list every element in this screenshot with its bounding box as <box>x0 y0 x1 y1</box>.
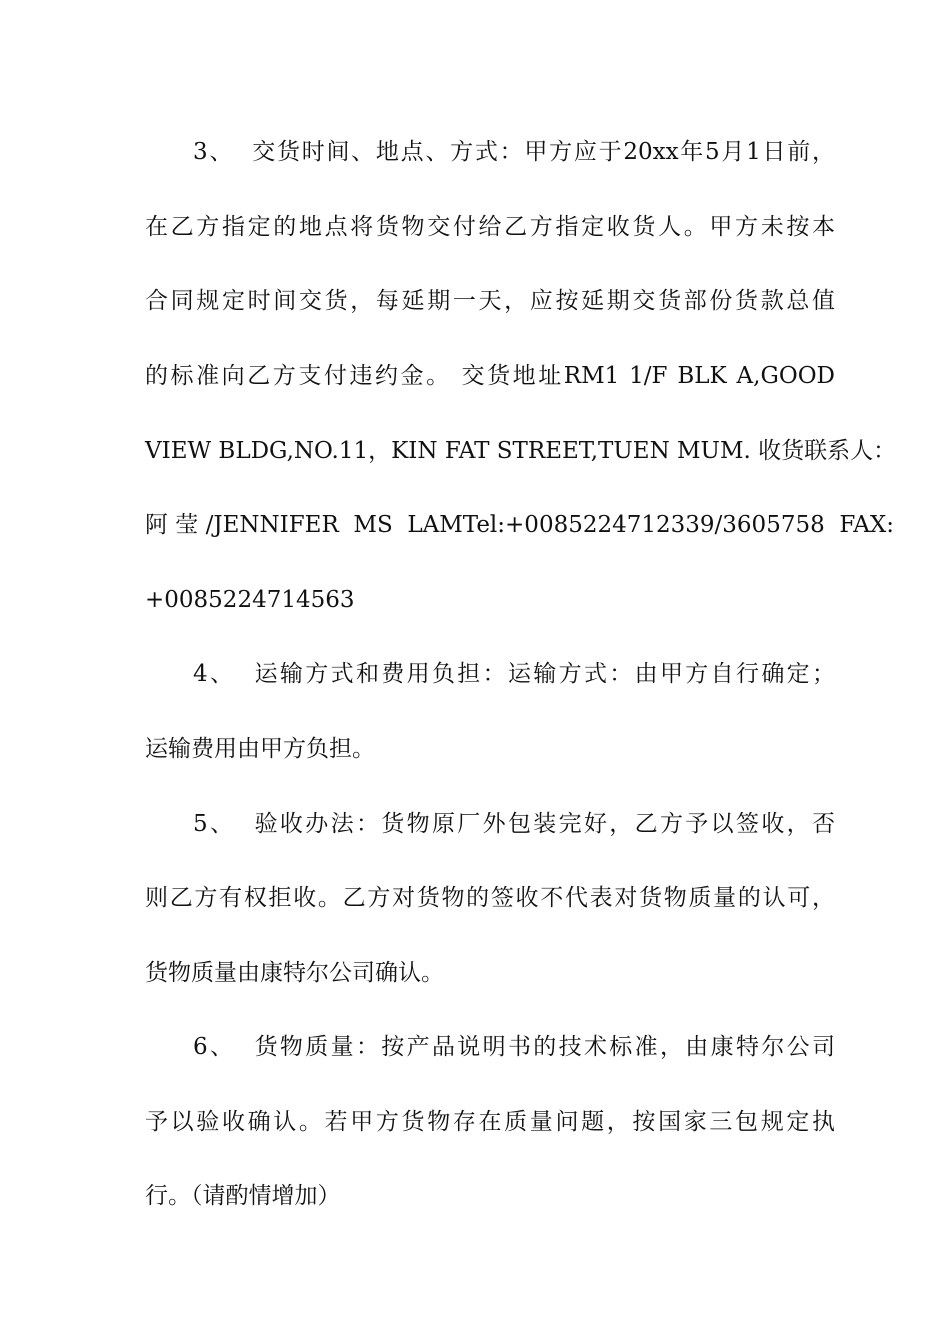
clause-3-line-2: 在乙方指定的地点将货物交付给乙方指定收货人。甲方未按本 <box>145 214 835 240</box>
clause-3-line-5: VIEW BLDG,NO.11，KIN FAT STREET,TUEN MUM. 收货联系人： <box>145 438 897 464</box>
clause-3-line-1: 3、 交货时间、地点、方式：甲方应于20xx年5月1日前， <box>193 139 835 165</box>
clause-6-line-3: 行。（请酌情增加） <box>145 1183 341 1209</box>
clause-6-line-1: 6、 货物质量：按产品说明书的技术标准，由康特尔公司 <box>193 1034 835 1060</box>
clause-3-line-6: 阿 莹 /JENNIFER MS LAMTel:+0085224712339/3605758 FAX: <box>145 512 895 538</box>
clause-4-line-1: 4、 运输方式和费用负担：运输方式：由甲方自行确定； <box>193 661 835 687</box>
clause-6-line-2: 予以验收确认。若甲方货物存在质量问题，按国家三包规定执 <box>145 1109 835 1135</box>
clause-3-line-3: 合同规定时间交货，每延期一天，应按延期交货部份货款总值 <box>145 288 835 314</box>
clause-4-line-2: 运输费用由甲方负担。 <box>145 736 375 762</box>
clause-3-line-4: 的标准向乙方支付违约金。 交货地址RM1 1/F BLK A,GOOD <box>145 363 835 389</box>
clause-5-line-2: 则乙方有权拒收。乙方对货物的签收不代表对货物质量的认可， <box>145 885 835 911</box>
clause-5-line-1: 5、 验收办法：货物原厂外包装完好，乙方予以签收，否 <box>193 811 835 837</box>
clause-3-line-7: +0085224714563 <box>145 587 355 613</box>
clause-5-line-3: 货物质量由康特尔公司确认。 <box>145 960 444 986</box>
